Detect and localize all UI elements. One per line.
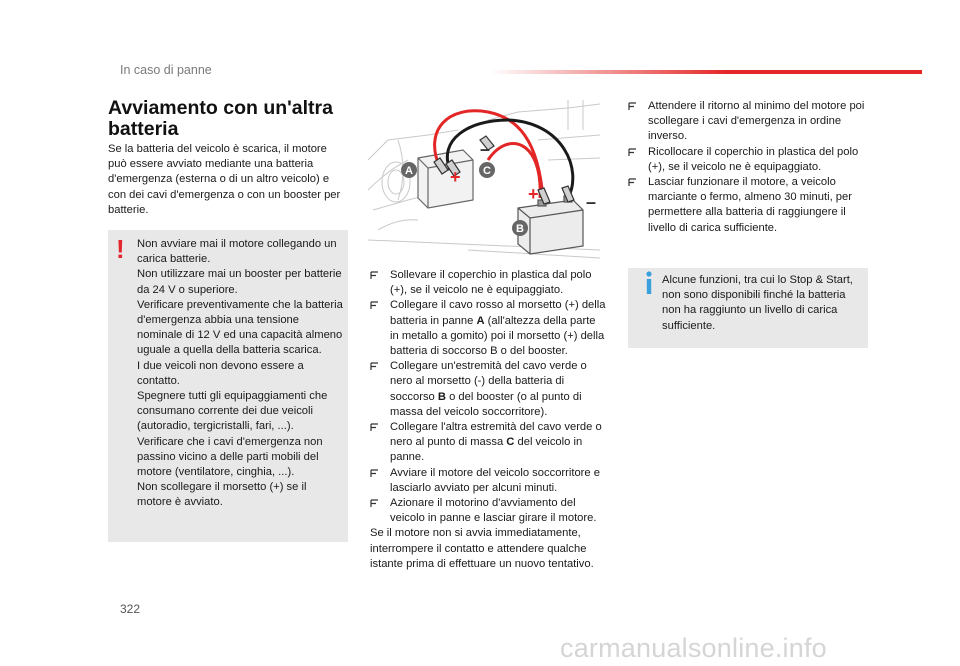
warning-line: Non avviare mai il motore collegando un carica batterie. [137,238,337,266]
jump-start-illustration [368,100,600,262]
label-a: A [405,165,413,177]
arrow-icon [628,102,637,111]
warning-text [137,237,343,511]
label-a-badge [401,162,417,178]
warning-line: Verificare preventivamente che la batteria d'emergenza abbia una tensione nominale di 12 V ed una capacità almeno uguale a quella della batteria scarica. [137,298,343,357]
minus-sign-b: – [586,192,597,212]
page-number: 322 [120,602,141,616]
plus-sign-b: + [528,184,539,204]
step-item: Lasciar funzionare il motore, a veicolo marciante o fermo, almeno 30 minuti, per permettere alla batteria di raggiungere il livello di carica sufficiente. [628,175,868,236]
section-title: In caso di panne [120,63,212,77]
plus-sign-a: + [450,167,461,187]
restart-note: Se il motore non si avvia immediatamente, interrompere il contatto e attendere qualche istante prima di effettuare un nuovo tentativo. [370,527,594,570]
label-c-badge [479,162,495,178]
step-item: Ricollocare il coperchio in plastica del polo (+), se il veicolo ne è equipaggiato. [628,145,868,175]
step-item: Collegare l'altra estremità del cavo verde o nero al punto di massa C del veicolo in panne. [370,420,606,466]
minus-sign-top: – [480,139,491,159]
arrow-icon [628,148,637,157]
arrow-icon [628,178,637,187]
step-item: Collegare un'estremità del cavo verde o nero al morsetto (-) della batteria di soccorso B o del booster (o al punto di massa del veicolo soccorritore). [370,359,606,420]
step-item: Collegare il cavo rosso al morsetto (+) della batteria in panne A (all'altezza della parte in metallo a gomito) poi il morsetto (+) della batteria di soccorso B o del booster. [370,298,606,359]
step-item: Avviare il motore del veicolo soccorritore e lasciarlo avviato per alcuni minuti. [370,466,606,496]
header-rule [490,70,922,74]
step-item: Attendere il ritorno al minimo del motore poi scollegare i cavi d'emergenza in ordine inverso. [628,99,868,145]
label-b: B [516,223,524,235]
battery-b [518,196,583,254]
page-title: Avviamento con un'altra batteria [108,97,333,140]
warning-icon: ! [116,234,125,264]
info-text: Alcune funzioni, tra cui lo Stop & Start, non sono disponibili finché la batteria non ha raggiunto un livello di carica sufficiente. [662,274,853,332]
watermark: carmanualsonline.info [560,633,827,663]
arrow-icon [370,271,379,280]
arrow-icon [370,301,379,310]
steps-middle [370,268,606,572]
battery-a [418,150,473,208]
label-c: C [483,165,491,177]
steps-right [628,99,868,236]
step-item: Sollevare il coperchio in plastica dal polo (+), se il veicolo ne è equipaggiato. [370,268,606,298]
warning-line: Verificare che i cavi d'emergenza non passino vicino a delle parti mobili del motore (ventilatore, cinghia, ...). [137,435,323,479]
label-b-badge [512,220,528,236]
arrow-icon [370,469,379,478]
warning-line: Non scollegare il morsetto (+) se il motore è avviato. [137,481,307,509]
step-item: Azionare il motorino d'avviamento del veicolo in panne e lasciar girare il motore. [370,496,606,526]
info-icon [640,270,658,296]
warning-line: Spegnere tutti gli equipaggiamenti che consumano corrente dei due veicoli (autoradio, tergicristalli, fari, ...). [137,390,328,433]
warning-line: Non utilizzare mai un booster per batterie da 24 V o superiore. [137,268,342,296]
warning-line: I due veicoli non devono essere a contatto. [137,359,304,387]
arrow-icon [370,499,379,508]
arrow-icon [370,423,379,432]
arrow-icon [370,362,379,371]
intro-paragraph: Se la batteria del veicolo è scarica, il motore può essere avviato mediante una batteria d'emergenza (esterna o di un altro veicolo) e con dei cavi d'emergenza o con un booster per batterie. [108,143,341,216]
